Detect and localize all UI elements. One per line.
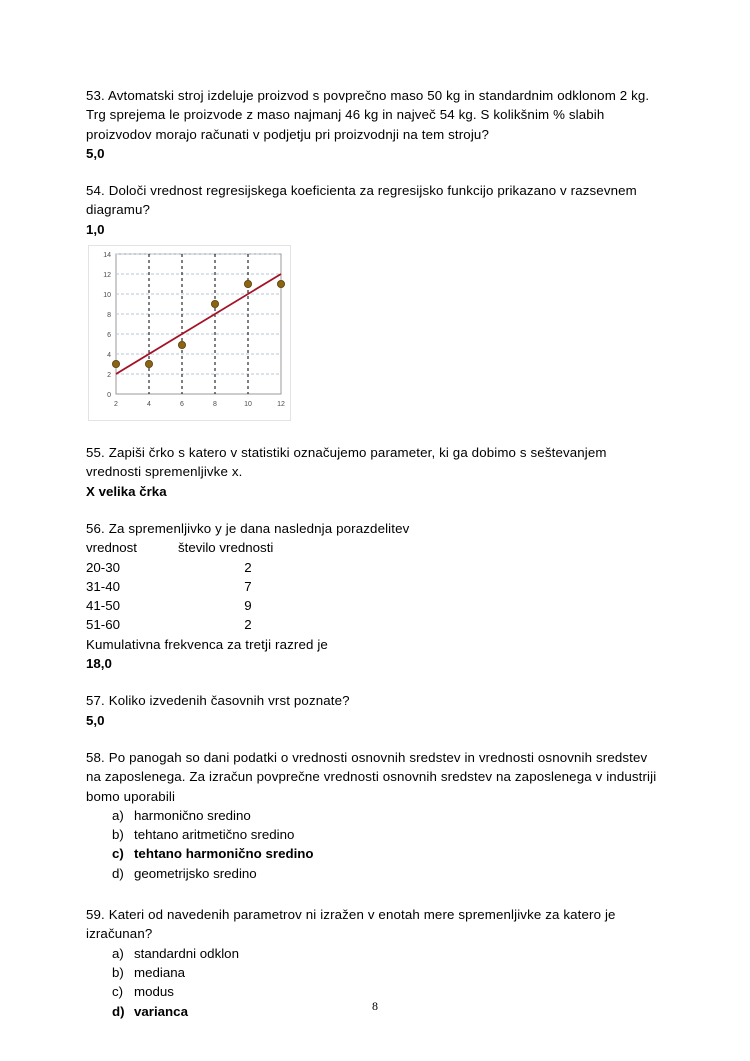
choice-label: varianca — [134, 1003, 188, 1019]
choice-label: tehtano aritmetično sredino — [134, 827, 295, 843]
answer-56: 18,0 — [86, 656, 112, 672]
choice-label: mediana — [134, 964, 186, 980]
choice-marker: b) — [112, 964, 124, 980]
frequency-table-body — [86, 558, 318, 635]
answer-53: 5,0 — [86, 145, 105, 161]
cell-count: 7 — [244, 578, 252, 594]
y-axis-tick-label: 0 — [107, 392, 111, 400]
question-prompt-56: Kumulativna frekvenca za tretji razred je — [86, 636, 328, 652]
x-axis-tick-label: 6 — [180, 401, 184, 409]
choice-item[interactable] — [112, 944, 664, 963]
choice-marker: b) — [112, 827, 124, 843]
table-row — [86, 596, 318, 615]
column-header-value: vrednost — [86, 540, 137, 556]
question-text-53: 53. Avtomatski stroj izdeluje proizvod s povprečno maso 50 kg in standardnim odklonom 2 kg. Trg sprejema le proizvode z maso najmanj 46 kg in največ 54 kg. S kolikšnim % slabih proizvodov morajo računati v podjetju pri proizvodnji na tem stroju? — [86, 88, 650, 142]
choice-marker: c) — [112, 846, 124, 862]
choice-marker: c) — [112, 984, 124, 1000]
choice-marker: a) — [112, 945, 124, 961]
choice-label: standardni odklon — [134, 945, 239, 961]
scatter-point — [145, 360, 152, 367]
cell-value: 20-30 — [86, 559, 121, 575]
choice-marker: d) — [112, 1003, 125, 1019]
choice-list-58 — [86, 806, 664, 883]
choice-marker: d) — [112, 865, 124, 881]
table-row — [86, 577, 318, 596]
choice-item[interactable] — [112, 844, 664, 863]
question-text-56: 56. Za spremenljivko y je dana naslednja porazdelitev — [86, 520, 410, 536]
cell-value: 51-60 — [86, 617, 121, 633]
y-axis-tick-label: 12 — [103, 272, 111, 280]
answer-54: 1,0 — [86, 221, 105, 237]
question-block-53 — [86, 86, 664, 163]
question-text-59: 59. Kateri od navedenih parametrov ni izražen v enotah mere spremenljivke za katero je izračunan? — [86, 907, 616, 942]
table-row — [86, 558, 318, 577]
x-axis-tick-label: 12 — [277, 401, 285, 409]
page-number: 8 — [372, 999, 378, 1013]
scatter-point — [277, 280, 284, 287]
question-text-58: 58. Po panogah so dani podatki o vrednosti osnovnih sredstev in vrednosti osnovnih sredstev na zaposlenega. Za izračun povprečne vrednosti osnovnih sredstev na zaposlenega v industriji bomo uporabili — [86, 749, 657, 804]
cell-count: 2 — [244, 559, 252, 575]
column-header-count: število vrednosti — [178, 540, 274, 556]
y-axis-tick-label: 8 — [107, 312, 111, 320]
answer-57: 5,0 — [86, 712, 105, 728]
choice-item[interactable] — [112, 825, 664, 844]
question-block-58 — [86, 748, 664, 883]
choice-item[interactable] — [112, 806, 664, 825]
question-block-57 — [86, 691, 664, 730]
choice-label: tehtano harmonično sredino — [134, 846, 314, 862]
table-header-row — [86, 538, 318, 557]
choice-item[interactable] — [112, 864, 664, 883]
x-axis-tick-label: 8 — [213, 401, 217, 409]
cell-count: 9 — [244, 598, 252, 614]
choice-label: harmonično sredino — [134, 807, 251, 823]
cell-value: 41-50 — [86, 598, 121, 614]
scatter-plot-svg — [89, 246, 288, 418]
cell-count: 2 — [244, 617, 252, 633]
frequency-table — [86, 538, 318, 634]
question-text-55: 55. Zapiši črko s katero v statistiki označujemo parameter, ki ga dobimo s seštevanjem vrednosti spremenljivke x. — [86, 445, 607, 480]
scatter-point — [244, 280, 251, 287]
answer-55: X velika črka — [86, 483, 167, 499]
question-text-57: 57. Koliko izvedenih časovnih vrst poznate? — [86, 693, 350, 709]
y-axis-tick-label: 6 — [107, 332, 111, 340]
choice-label: geometrijsko sredino — [134, 865, 257, 881]
choice-marker: a) — [112, 807, 124, 823]
choice-label: modus — [134, 984, 174, 1000]
scatter-point — [211, 300, 218, 307]
x-axis-tick-label: 4 — [147, 401, 151, 409]
page-content — [86, 86, 664, 1039]
y-axis-tick-label: 2 — [107, 372, 111, 380]
question-block-54 — [86, 181, 664, 421]
y-axis-tick-label: 4 — [107, 352, 111, 360]
question-block-56 — [86, 519, 664, 673]
y-axis-tick-label: 10 — [103, 292, 111, 300]
cell-value: 31-40 — [86, 578, 121, 594]
scatter-point — [112, 360, 119, 367]
question-text-54: 54. Določi vrednost regresijskega koeficienta za regresijsko funkcijo prikazano v razsevnem diagramu? — [86, 183, 637, 218]
y-axis-tick-label: 14 — [103, 252, 111, 260]
frequency-table-head — [86, 538, 318, 557]
x-axis-tick-label: 10 — [244, 401, 252, 409]
choice-item[interactable] — [112, 963, 664, 982]
question-block-55 — [86, 443, 664, 501]
x-axis-tick-label: 2 — [114, 401, 118, 409]
table-row — [86, 615, 318, 634]
scatter-plot-chart — [88, 245, 291, 421]
scatter-point — [178, 341, 185, 348]
